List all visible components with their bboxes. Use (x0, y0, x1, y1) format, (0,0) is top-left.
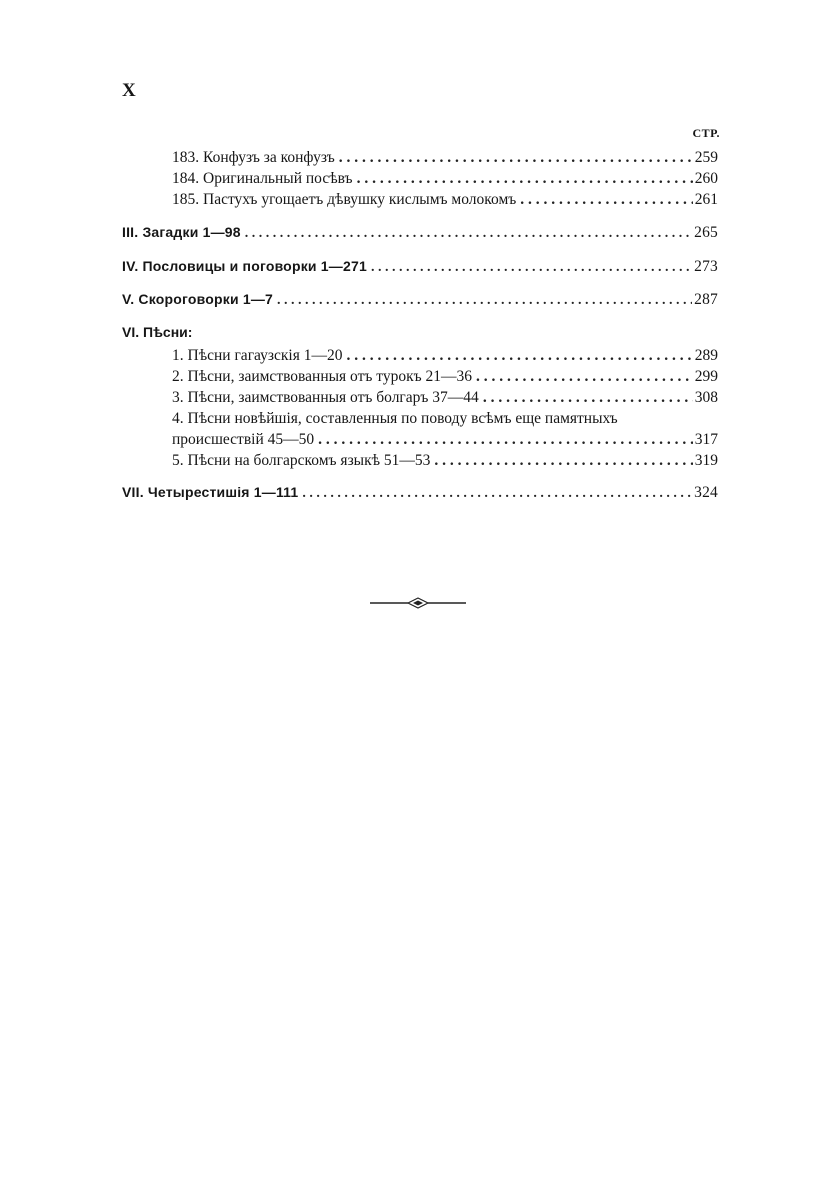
toc-entry-label: происшествій 45—50 (172, 431, 315, 448)
toc-entry-songs-5[interactable] (172, 451, 718, 471)
toc-entry-songs-4[interactable] (172, 430, 718, 450)
dot-leader (520, 190, 692, 210)
toc-entry-label: 185. Пастухъ угощаетъ дѣвушку кислымъ молокомъ (172, 191, 517, 208)
dot-leader (277, 291, 692, 311)
toc-entry-page: 308 (694, 389, 718, 406)
dot-leader (476, 367, 693, 387)
toc-entry-label: 1. Пѣсни гагаузскія 1—20 (172, 347, 343, 364)
toc-entry-page: 259 (694, 149, 718, 166)
toc-entry-songs-2[interactable] (172, 367, 718, 387)
toc-entry-page: 324 (694, 484, 718, 501)
dot-leader (357, 169, 693, 189)
toc-section-quatrains[interactable] (122, 482, 718, 504)
toc-section-label: III. Загадки 1—98 (122, 224, 241, 240)
toc-section-label: IV. Пословицы и поговорки 1—271 (122, 258, 367, 274)
dot-leader (318, 430, 693, 450)
toc-entry-songs-3[interactable] (172, 388, 718, 408)
toc-entry-label: 2. Пѣсни, заимствованныя отъ турокъ 21—36 (172, 368, 473, 385)
toc-section-tongue-twisters[interactable] (122, 289, 718, 311)
dot-leader (245, 224, 692, 244)
toc-section-riddles[interactable] (122, 222, 718, 244)
toc-entry-label: 3. Пѣсни, заимствованныя отъ болгаръ 37—44 (172, 389, 479, 406)
toc-entry-page: 289 (694, 347, 718, 364)
dot-leader (302, 484, 692, 504)
toc-entry-songs-1[interactable] (172, 346, 718, 366)
dot-leader (483, 388, 693, 408)
toc-entry-page: 317 (694, 431, 718, 448)
dot-leader (371, 258, 692, 278)
toc-entry-page: 319 (694, 452, 718, 469)
toc-entry-page: 287 (694, 291, 718, 308)
dot-leader (434, 451, 692, 471)
toc-entry-page: 299 (694, 368, 718, 385)
page-column-header: СТР. (692, 126, 720, 140)
toc-entry-183[interactable] (172, 148, 718, 168)
dot-leader (347, 346, 693, 366)
toc-section-proverbs[interactable] (122, 256, 718, 278)
dot-leader (339, 148, 693, 168)
toc-section-label: V. Скороговорки 1—7 (122, 291, 274, 307)
toc-entry-songs-4-line1[interactable]: 4. Пѣсни новѣйшія, составленныя по поводу всѣмъ еще памятныхъ (172, 410, 618, 427)
toc-entry-page: 273 (694, 258, 718, 275)
toc-entry-page: 261 (694, 191, 718, 208)
toc-entry-label: 5. Пѣсни на болгарскомъ языкѣ 51—53 (172, 452, 431, 469)
diamond-ornament-icon (368, 596, 468, 610)
toc-entry-page: 265 (694, 224, 718, 241)
page-number: X (122, 80, 136, 101)
toc-entry-page: 260 (694, 170, 718, 187)
toc-section-songs-heading[interactable]: VI. Пѣсни: (122, 324, 193, 340)
toc-entry-184[interactable] (172, 169, 718, 189)
toc-entry-label: 184. Оригинальный посѣвъ (172, 170, 353, 187)
toc-entry-label: 183. Конфузъ за конфузъ (172, 149, 335, 166)
toc-section-label: VII. Четырестишія 1—111 (122, 484, 299, 500)
toc-entry-185[interactable] (172, 190, 718, 210)
